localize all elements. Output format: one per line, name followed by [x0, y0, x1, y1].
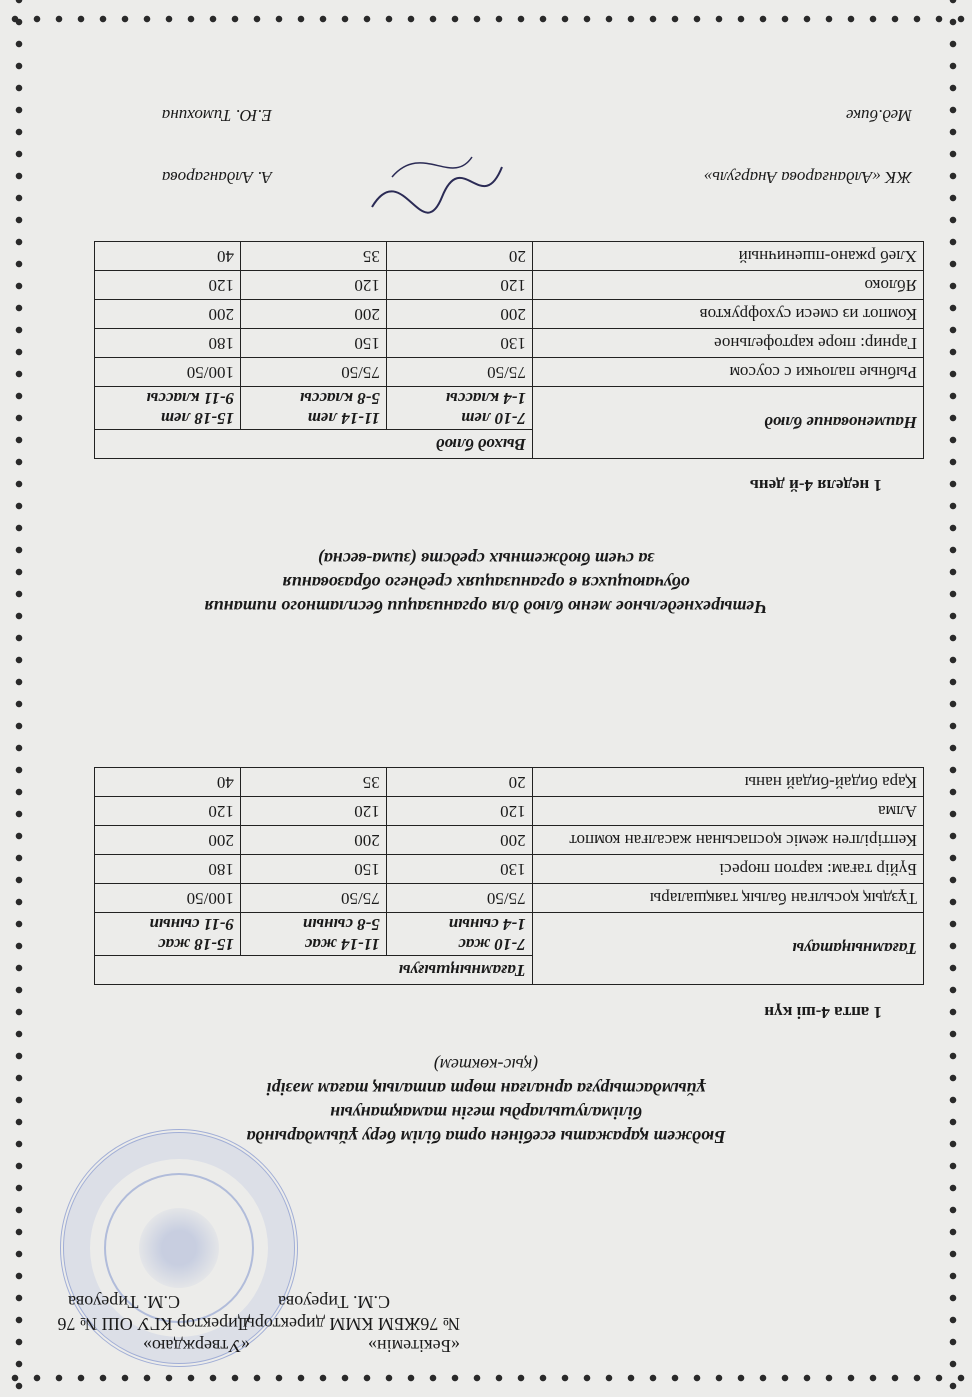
- menu-title-ru-line3: за счет бюджетных средств (зима-весна): [317, 549, 655, 569]
- portion-value: 150: [240, 855, 386, 884]
- portion-value: 200: [95, 826, 241, 855]
- portion-value: 120: [95, 797, 241, 826]
- approval-kz-line2: № 76ЖБМ КММ директоры: [242, 1314, 460, 1334]
- table-row: [95, 300, 924, 329]
- menu-title-ru: [60, 547, 912, 619]
- portion-value: 200: [386, 826, 532, 855]
- portion-value: 120: [240, 797, 386, 826]
- approval-kz-line3: С.М. Тиреуова: [277, 1292, 390, 1312]
- approval-ru-line2: Директор КГУ ОШ № 76: [57, 1314, 250, 1334]
- portion-value: 40: [95, 768, 241, 797]
- header-age-group-1: 7-10 лет 1-4 классы: [386, 387, 532, 430]
- portion-value: 130: [386, 329, 532, 358]
- portion-value: 120: [386, 797, 532, 826]
- menu-title-ru-line2: обучающихся в организациях среднего образования: [282, 573, 690, 593]
- approval-kz-line1: «Бекітемін»: [368, 1336, 460, 1356]
- portion-value: 200: [240, 826, 386, 855]
- table-row: [95, 329, 924, 358]
- portion-value: 200: [240, 300, 386, 329]
- perforation-bottom: [0, 14, 972, 24]
- portion-value: 20: [386, 768, 532, 797]
- menu-title-kz-line1: Бюджет қаражаты есебінен орта білім беру ұйымдарында: [246, 1127, 726, 1147]
- ip-name: А. Алдангарова: [161, 168, 272, 187]
- header-age-group-2: 11-14 жас 5-8 сынып: [240, 913, 386, 956]
- perforation-right: [14, 0, 24, 1397]
- portion-value: 200: [386, 300, 532, 329]
- dish-name: Компот из смеси сухофруктов: [532, 300, 923, 329]
- header-age-group-3: 15-18 лет 9-11 классы: [95, 387, 241, 430]
- dish-name: Алма: [532, 797, 923, 826]
- signature-row-ip: [72, 147, 912, 187]
- menu-table-kz: [94, 767, 924, 985]
- portion-value: 35: [240, 768, 386, 797]
- table-row: [95, 797, 924, 826]
- nurse-label: Мед.бике: [845, 106, 912, 125]
- dish-name: Рыбные палочки с соусом: [532, 358, 923, 387]
- perforation-top: [0, 1373, 972, 1383]
- portion-value: 35: [240, 242, 386, 271]
- dish-name: Хлеб ржано-пшеничный: [532, 242, 923, 271]
- table-row: [95, 271, 924, 300]
- header-dish-name: Наименование блюд: [532, 387, 923, 459]
- dish-name: Бүйір тағам: картоп пюресі: [532, 855, 923, 884]
- approval-kz: [243, 1291, 460, 1357]
- dish-name: Яблоко: [532, 271, 923, 300]
- menu-season-kz: (қыс-көктем): [433, 1055, 539, 1075]
- portion-value: 75/50: [240, 358, 386, 387]
- portion-value: 75/50: [386, 358, 532, 387]
- ip-label: ЖК «Алданғарова Анаргуль»: [703, 168, 912, 187]
- portion-value: 180: [95, 329, 241, 358]
- dish-name: Тұздық қосылған балық таяқшалары: [532, 884, 923, 913]
- dish-name: Гарнир: пюре картофельное: [532, 329, 923, 358]
- portion-value: 20: [386, 242, 532, 271]
- table-row: [95, 242, 924, 271]
- approval-ru: [57, 1291, 250, 1357]
- menu-table-ru: [94, 241, 924, 459]
- approval-ru-line1: «Утверждаю»: [142, 1336, 250, 1356]
- week-day-label-kz: 1 апта 4-ші күн: [764, 1003, 882, 1022]
- approval-ru-line3: С.М. Тиреуова: [67, 1292, 180, 1312]
- handwritten-signature: [362, 137, 512, 227]
- table-row: [95, 826, 924, 855]
- table-row: [95, 884, 924, 913]
- portion-value: 100/50: [95, 358, 241, 387]
- portion-value: 180: [95, 855, 241, 884]
- portion-value: 75/50: [386, 884, 532, 913]
- table-row: [95, 768, 924, 797]
- signature-block: [72, 85, 912, 187]
- signature-row-nurse: [72, 85, 912, 125]
- menu-title-kz: [60, 1053, 912, 1149]
- portion-value: 150: [240, 329, 386, 358]
- header-dish-name: Тағамныңатауы: [532, 913, 923, 985]
- header-age-group-1: 7-10 жас 1-4 сынып: [386, 913, 532, 956]
- week-day-label-ru: 1 неделя 4-й день: [749, 476, 882, 495]
- portion-value: 40: [95, 242, 241, 271]
- header-age-group-2: 11-14 лет 5-8 классы: [240, 387, 386, 430]
- menu-title-kz-line3: ұйымдастыруға арналған төрт апталық тағам мәзірі: [266, 1079, 706, 1099]
- portion-value: 75/50: [240, 884, 386, 913]
- dish-name: Кептірілген жеміс қоспасынан жасалған компот: [532, 826, 923, 855]
- table-row: [95, 358, 924, 387]
- portion-value: 130: [386, 855, 532, 884]
- perforation-left: [948, 0, 958, 1397]
- nurse-name: Е.Ю. Тимохина: [161, 106, 272, 125]
- portion-value: 100/50: [95, 884, 241, 913]
- menu-title-ru-line1: Четырехнедельное меню блюд для организации бесплатного питания: [204, 597, 768, 617]
- portion-value: 120: [386, 271, 532, 300]
- table-row: [95, 855, 924, 884]
- dish-name: Қара бидай-бидай наны: [532, 768, 923, 797]
- portion-value: 120: [95, 271, 241, 300]
- portion-value: 200: [95, 300, 241, 329]
- header-age-group-3: 15-18 жас 9-11 сынып: [95, 913, 241, 956]
- header-dish-output: Выход блюд: [95, 430, 533, 459]
- header-dish-output: Тағамныңшығуы: [95, 956, 533, 985]
- portion-value: 120: [240, 271, 386, 300]
- menu-title-kz-line2: білімалушыларды тегін тамақтануын: [330, 1103, 642, 1123]
